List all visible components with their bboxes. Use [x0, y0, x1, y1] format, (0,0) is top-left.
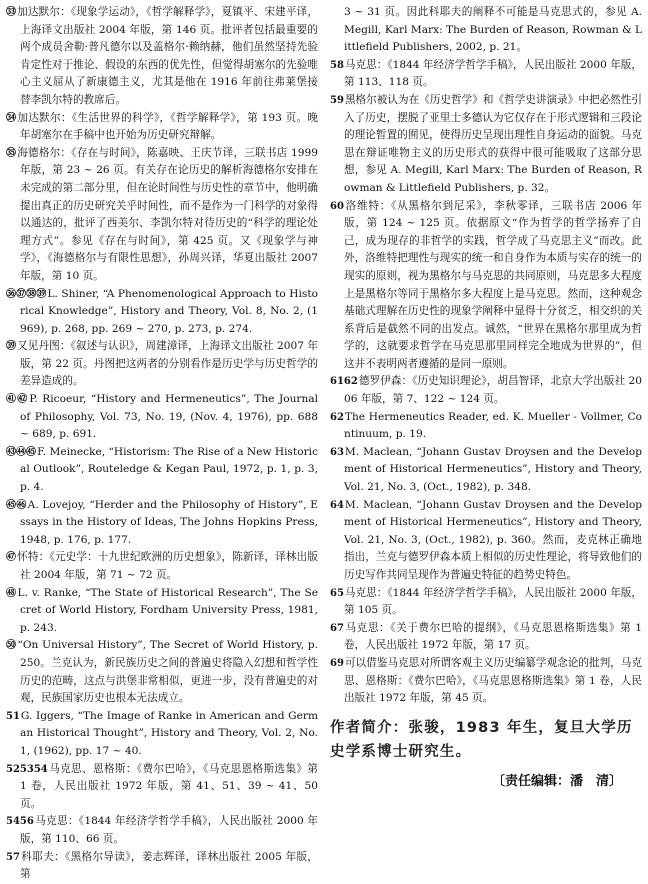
- footnote: [330, 655, 642, 708]
- footnote-text: 马克思：《1844 年经济学哲学手稿》，人民出版社 2000 年版，第 110、66 页。: [20, 815, 318, 845]
- footnote-text: L. v. Ranke, “The State of Historical Research”, The Secret of World History, Fordham University Press, 1981, p. 243.: [17, 586, 319, 634]
- footnote-number: 60: [330, 200, 344, 212]
- footnote-number: 63: [330, 446, 344, 458]
- footnote-number: ㉟: [6, 147, 17, 159]
- editor-credit: 〔责任编辑：潘 清〕: [491, 773, 622, 789]
- footnote-number: ㉞: [6, 112, 17, 124]
- footnote-text: L. Shiner, “A Phenomenological Approach to Historical Knowledge”, History and Theory, Vol. 8, No. 2, (1969), p. 268, pp. 269 ~ 270, p. 273, p. 274.: [20, 287, 318, 335]
- footnote: [330, 620, 642, 655]
- footnote-text: 又见丹图：《叙述与认识》，周建漳译，上海译文出版社 2007 年版，第 22 页。丹图把这两者的分别看作是历史学与历史哲学的差异造成的。: [17, 340, 319, 388]
- footnote: [6, 708, 318, 761]
- footnote: [6, 338, 318, 391]
- footnote: [330, 92, 642, 198]
- footnote-number: ㊿: [6, 640, 17, 652]
- left-column: [6, 4, 318, 884]
- footnote-number: ㊼: [6, 552, 17, 564]
- footnote-text: G. Iggers, “The Image of Ranke in American and German Historical Thought”, History and Theory, Vol. 2, No. 1, (1962), pp. 17 ~ 40.: [20, 709, 318, 757]
- footnote-number: 62: [330, 411, 344, 423]
- footnote-number: 5456: [6, 816, 34, 828]
- footnote-text: 可以借鉴马克思对所谓客观主义历史编纂学观念论的批判，马克思、恩格斯：《费尔巴哈》，《马克思恩格斯选集》第 1 卷，人民出版社 1972 年版，第 45 页。: [344, 656, 642, 705]
- footnote-number: ㊽: [6, 587, 17, 599]
- footnote-number: ㊴: [6, 341, 17, 353]
- footnote-text: 怀特：《元史学：十九世纪欧洲的历史想象》，陈新译，译林出版社 2004 年版，第 71 ~ 72 页。: [17, 551, 318, 581]
- footnote: [6, 391, 318, 444]
- footnote-number: ㊱㊲㊳㊴: [6, 288, 47, 300]
- footnote-text: 德罗伊森：《历史知识理论》，胡昌智译，北京大学出版社 2006 年版，第 7、122 ~ 124 页。: [344, 375, 642, 406]
- footnote-text: The Hermeneutics Reader, ed. K. Mueller - Vollmer, Continuum, p. 19.: [344, 410, 642, 441]
- footnote-text: M. Maclean, “Johann Gustav Droysen and the Development of Historical Hermeneutics”, History and Theory, Vol. 21, No. 3, (Oct., 1982), p. 360。然而，麦克林正确地指出，兰克与德罗伊森本质上相似的历史性理论，将导致他们的历史写作共同呈现作为普遍史特征的趋势史特色。: [344, 498, 642, 581]
- footnote-text: A. Lovejoy, “Herder and the Philosophy of History”, Essays in the History of Ideas, The Johns Hopkins Press, 1948, p. 176, p. 177.: [20, 498, 318, 546]
- footnote: [330, 4, 642, 57]
- footnote: [6, 585, 318, 638]
- footnote: [6, 444, 318, 497]
- footnote-text: P. Ricoeur, “History and Hermeneutics”, The Journal of Philosophy, Vol. 73, No. 19, (Nov. 4, 1976), pp. 688 ~ 689, p. 691.: [20, 393, 319, 441]
- footnote-number: 6162: [330, 376, 358, 388]
- footnote: [6, 549, 318, 584]
- footnote: [330, 497, 642, 585]
- footnote-text: 3 ~ 31 页。因此科耶夫的阐释不可能是马克思式的，参见 A. Megill, Karl Marx: The Burden of Reason, Rowman & Littlefield Publishers, 2002, p. 21。: [344, 6, 642, 54]
- footnote-number: 57: [6, 851, 20, 863]
- footnote: [6, 4, 318, 110]
- footnote-text: 洛维特：《从黑格尔到尼采》，李秋零译，三联书店 2006 年版，第 124 ~ 125 页。依据原文“作为哲学的哲学扬弃了自己，成为现存的非哲学的实践，哲学成了马克思主义”而改。此外，洛维特把理性与现实的统一和自身作为本质与实存的统一的现实的原则，视为黑格尔与马克思的共同原则，马克思多大程度上是黑格尔等同于黑格尔多大程度上是马克思。然而，这种观念基础式理解在历史性的现象学阐释中显得十分贫乏，相交织的关系背后是截然不同的出发点。诚然，“世界在黑格尔那里成为哲学的，这就要求哲学在马克思那里同样完全地成为世界的”，但这并不表明两者遵循的是同一原则。: [344, 199, 642, 370]
- right-column: [330, 4, 642, 884]
- footnote: [6, 286, 318, 339]
- footnote: [6, 849, 318, 884]
- footnote-number: ㊺㊻: [6, 499, 27, 511]
- footnote-number: ㉝: [6, 7, 17, 18]
- footnote: [6, 637, 318, 707]
- footnote-text: 马克思：《关于费尔巴哈的提纲》，《马克思恩格斯选集》第 1 卷，人民出版社 1972 年版，第 17 页。: [344, 621, 642, 652]
- footnote-number: 67: [330, 622, 344, 634]
- footnote-text: “On Universal History”, The Secret of World History, p. 250。兰克认为，新民族历史之间的普遍史将隐入幻想和哲学性历史的范畴，这点与洪堡非常相似，更进一步，没有普遍史的对观，民族国家历史也根本无法成立。: [17, 639, 319, 705]
- footnote-text: F. Meinecke, “Historism: The Rise of a New Historical Outlook”, Routeledge & Kegan Paul, 1972, p. 1, p. 3, p. 4.: [20, 445, 319, 494]
- footnote-number: 525354: [6, 763, 48, 775]
- footnote: [6, 497, 318, 550]
- footnote: [6, 110, 318, 145]
- footnote-number: 69: [330, 657, 344, 669]
- author-bio: 作者简介：张骏，1983 年生，复旦大学历史学系博士研究生。: [330, 719, 633, 760]
- footnote-text: 马克思：《1844 年经济学哲学手稿》，人民出版社 2000 年版，第 113、118 页。: [344, 58, 642, 89]
- footnote: [6, 813, 318, 848]
- footnote-number: 64: [330, 499, 344, 511]
- footnote-text: 海德格尔：《存在与时间》，陈嘉映、王庆节译，三联书店 1999 年版，第 23 ~ 26 页。有关存在论历史的解析海德格尔安排在未完成的第二部分里，但在论时间性与历史性的章节中，他明确提出真正的历史研究关乎时间性，而不是作为一门科学的对象得以通达的，批评了西美尔、李凯尔特对待历史的“科学的理论处理方式”。参见《存在与时间》，第 425 页。又《现象学与神学》，《海德格尔与有限性思想》，孙周兴译，华夏出版社 2007 年版，第 10 页。: [17, 146, 319, 282]
- footnote-text: 加达默尔：《现象学运动》，《哲学解释学》，夏镇平、宋建平译，上海译文出版社 2004 年版，第 146 页。批评者包括最重要的两个成员舍勒·普凡德尔以及盖格尔·赖纳赫，他们虽然坚持先验肯定性对于推论、假设的东西的优先性，但觉得胡塞尔的先验唯心主义屈从了新康德主义，尤其是他在 1916 年前往弗莱堡接替李凯尔特的教席后。: [17, 6, 318, 106]
- footnote-number: 51: [6, 710, 20, 722]
- footnote-text: 科耶夫：《黑格尔导读》，姜志辉译，译林出版社 2005 年版，第: [20, 850, 318, 881]
- footnote-text: 加达默尔：《生活世界的科学》，《哲学解释学》，第 193 页。晚年胡塞尔在手稿中也开始为历史研究辩解。: [17, 111, 318, 142]
- footnote-text: 马克思：《1844 年经济学哲学手稿》，人民出版社 2000 年版，第 105 页。: [344, 586, 642, 617]
- two-column-layout: [6, 4, 642, 884]
- footnote: [6, 145, 318, 286]
- right-notes-list: [330, 4, 642, 708]
- footnote-number: ㊸㊹㊺: [6, 446, 37, 458]
- footnote-number: 58: [330, 59, 344, 71]
- footnote-text: M. Maclean, “Johann Gustav Droysen and the Development of Historical Hermeneutics”, History and Theory, Vol. 21, No. 3, (Oct., 1982), p. 348.: [344, 445, 642, 494]
- footnote-text: 黑格尔被认为在《历史哲学》和《哲学史讲演录》中把必然性引入了历史，摆脱了亚里士多德认为它仅存在于形式逻辑和三段论的理论暂置的囿见，使得历史呈现出理性自身运动的面貌。马克思在辩证唯物主义的历史形式的获得中很可能吸取了这部分思想，参见 A. Megill, Karl Marx: The Burden of Reason, Rowman & Littlefield Publishers, p. 32。: [344, 93, 642, 194]
- footnote-number: 65: [330, 587, 344, 599]
- footnote-number: 59: [330, 94, 344, 106]
- footnote: [330, 373, 642, 408]
- footnote: [330, 57, 642, 92]
- footnote-text: 马克思、恩格斯：《费尔巴哈》，《马克思恩格斯选集》第 1 卷，人民出版社 1972 年版，第 41、51、39 ~ 41、50 页。: [20, 762, 318, 810]
- footnote: [330, 585, 642, 620]
- footnote: [330, 444, 642, 497]
- footnote: [6, 761, 318, 814]
- footnote: [330, 409, 642, 444]
- footnote-number: ㊶㊷: [6, 394, 29, 406]
- footnote: [330, 198, 642, 374]
